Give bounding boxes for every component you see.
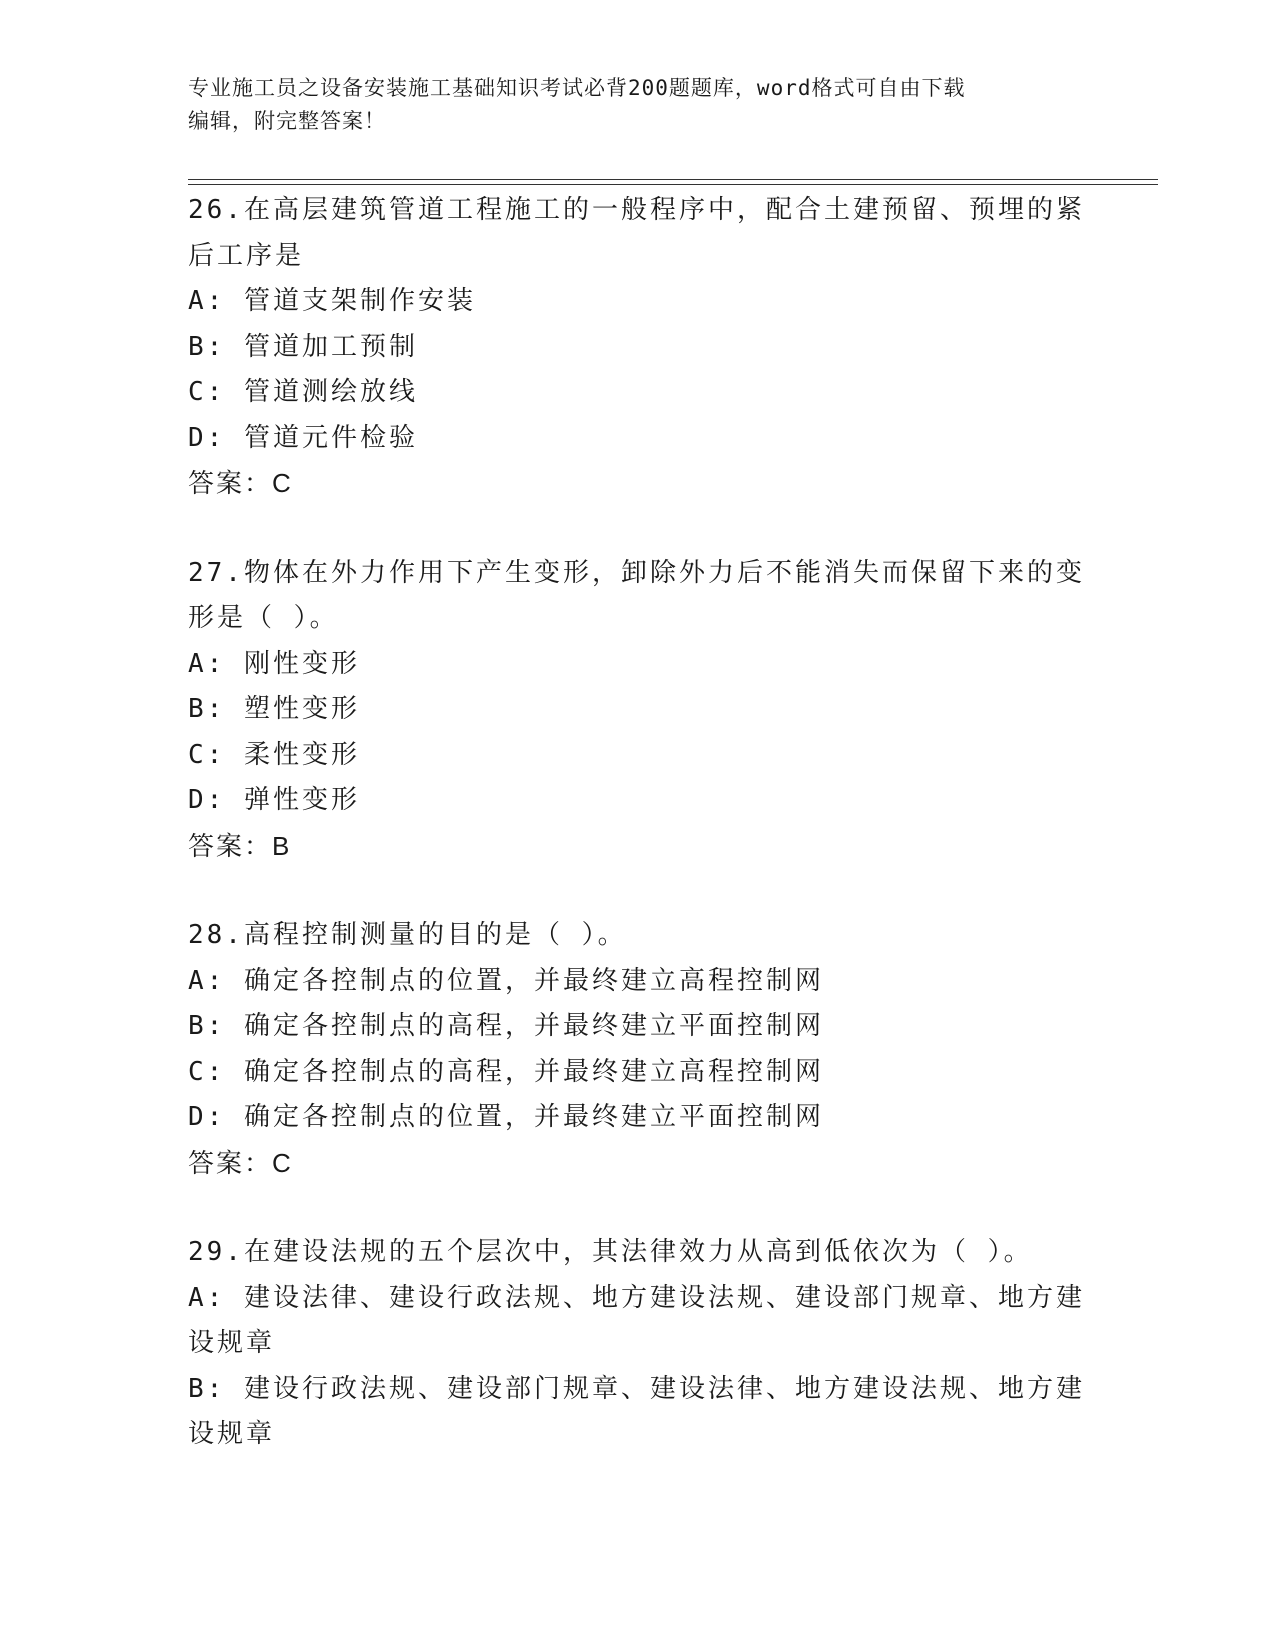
option-d: D: 弹性变形 [188, 785, 360, 815]
option-a: A: 建设法律、建设行政法规、地方建设法规、建设部门规章、地方建 [188, 1282, 1085, 1313]
header-rule-bottom [188, 184, 1158, 185]
option-b: B: 建设行政法规、建设部门规章、建设法律、地方建设法规、地方建 [188, 1373, 1085, 1404]
option-b: B: 塑性变形 [188, 694, 360, 724]
answer: 答案：B [188, 830, 292, 861]
question-stem-line: 27.物体在外力作用下产生变形，卸除外力后不能消失而保留下来的变 [188, 557, 1085, 588]
option-a: A: 刚性变形 [188, 648, 360, 679]
question-stem-line: 29.在建设法规的五个层次中，其法律效力从高到低依次为（ ）。 [188, 1237, 1033, 1267]
answer: 答案：C [188, 468, 293, 498]
header-rule-top [188, 179, 1158, 180]
option-a: A: 管道支架制作安装 [188, 286, 476, 316]
question-29 [188, 1230, 1088, 1458]
header-line-2: 编辑，附完整答案！ [188, 109, 386, 133]
answer: 答案：C [188, 1147, 293, 1178]
option-c: C: 管道测绘放线 [188, 377, 418, 407]
option-b: B: 确定各控制点的高程，并最终建立平面控制网 [188, 1011, 824, 1041]
question-stem-line: 28.高程控制测量的目的是（ ）。 [188, 920, 627, 950]
question-27 [188, 551, 1088, 870]
option-b: B: 管道加工预制 [188, 331, 418, 362]
question-28 [188, 913, 1088, 1186]
question-stem-line: 形是（ ）。 [188, 603, 339, 633]
option-d: D: 确定各控制点的位置，并最终建立平面控制网 [188, 1102, 824, 1132]
document-header [188, 72, 1088, 138]
header-line-1: 专业施工员之设备安装施工基础知识考试必背200题题库，word格式可自由下载 [188, 76, 966, 100]
option-d: D: 管道元件检验 [188, 422, 418, 453]
option-b-continued: 设规章 [188, 1419, 276, 1449]
option-c: C: 柔性变形 [188, 739, 360, 770]
option-a-continued: 设规章 [188, 1328, 276, 1358]
question-stem-line: 后工序是 [188, 240, 305, 271]
question-stem-line: 26.在高层建筑管道工程施工的一般程序中，配合土建预留、预埋的紧 [188, 195, 1085, 225]
option-c: C: 确定各控制点的高程，并最终建立高程控制网 [188, 1056, 824, 1087]
option-a: A: 确定各控制点的位置，并最终建立高程控制网 [188, 965, 824, 996]
question-26 [188, 188, 1088, 507]
question-list [188, 188, 1088, 1502]
